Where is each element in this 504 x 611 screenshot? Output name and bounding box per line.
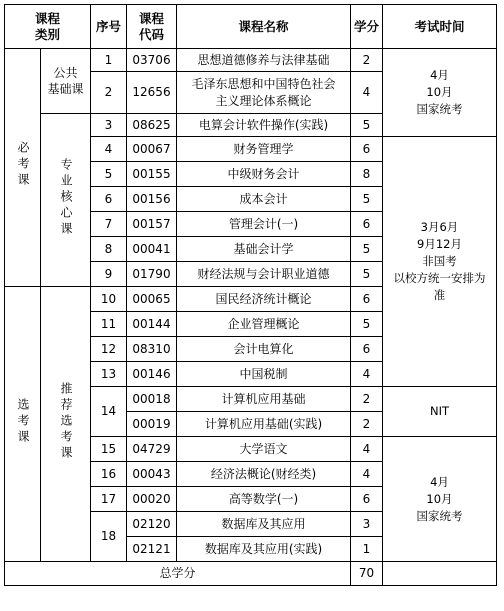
exam-d-line3: 国家统考: [416, 508, 463, 523]
cell-no: 5: [91, 162, 127, 187]
header-row: [5, 5, 497, 49]
header-index: 序号: [91, 5, 127, 49]
cell-code: 00144: [127, 312, 177, 337]
exam-b-line5: 准: [433, 288, 446, 302]
group-elective-label: 选考课: [16, 398, 30, 446]
exam-b-line1: 3月6月: [420, 220, 459, 234]
cell-code: 00020: [127, 487, 177, 512]
cell-code: 08625: [127, 114, 177, 137]
cell-name: 电算会计软件操作(实践): [177, 114, 351, 137]
cell-code: 00156: [127, 187, 177, 212]
cell-credit: 5: [351, 114, 383, 137]
cell-credit: 2: [351, 387, 383, 412]
cell-name: 基础会计学: [177, 237, 351, 262]
cell-no: 3: [91, 114, 127, 137]
group-recommended: [41, 287, 91, 562]
group-core: [41, 114, 91, 287]
cell-name-wrapped: 毛泽东思想和中国特色社会主义理论体系概论: [191, 76, 336, 108]
cell-name: [177, 72, 351, 114]
header-code: [127, 5, 177, 49]
cell-name: 成本会计: [177, 187, 351, 212]
group-recommended-label: 推荐选考课: [59, 382, 73, 462]
total-row: [5, 562, 497, 586]
cell-no: 17: [91, 487, 127, 512]
group-public: [41, 49, 91, 114]
group-required: [5, 49, 41, 287]
group-required-label: 必考课: [16, 141, 30, 189]
cell-credit: 5: [351, 312, 383, 337]
cell-credit: 6: [351, 212, 383, 237]
cell-credit: 5: [351, 262, 383, 287]
header-exam-time: 考试时间: [383, 5, 497, 49]
cell-name: 财务管理学: [177, 137, 351, 162]
exam-a-line3: 国家统考: [416, 102, 463, 116]
cell-code: 08310: [127, 337, 177, 362]
cell-code: 01790: [127, 262, 177, 287]
cell-code: 00067: [127, 137, 177, 162]
table-row: [5, 49, 497, 72]
group-public-line1: 公共: [53, 66, 78, 80]
cell-no: 1: [91, 49, 127, 72]
cell-code: 02120: [127, 512, 177, 537]
header-category-line2: 类别: [34, 26, 60, 42]
cell-credit: 6: [351, 337, 383, 362]
exam-d-line1: 4月: [430, 474, 449, 489]
header-category-line1: 课程: [34, 10, 60, 26]
cell-name: 思想道德修养与法律基础: [177, 49, 351, 72]
group-core-label: 专业核心课: [59, 158, 73, 238]
cell-name: 计算机应用基础: [177, 387, 351, 412]
exam-time-nit: NIT: [383, 387, 497, 437]
cell-name: 中国税制: [177, 362, 351, 387]
cell-no: 16: [91, 462, 127, 487]
cell-name: 会计电算化: [177, 337, 351, 362]
cell-no: 8: [91, 237, 127, 262]
exam-a-line2: 10月: [426, 85, 453, 99]
cell-code: 00019: [127, 412, 177, 437]
cell-name: 数据库及其应用(实践): [177, 537, 351, 562]
cell-credit: 1: [351, 537, 383, 562]
cell-code: 00157: [127, 212, 177, 237]
cell-code: 00018: [127, 387, 177, 412]
cell-credit: 4: [351, 72, 383, 114]
cell-name: 企业管理概论: [177, 312, 351, 337]
cell-name: 数据库及其应用: [177, 512, 351, 537]
cell-credit: 8: [351, 162, 383, 187]
total-exam-empty: [383, 562, 497, 586]
group-elective: [5, 287, 41, 562]
cell-credit: 4: [351, 462, 383, 487]
group-public-line2: 基础课: [47, 82, 84, 96]
cell-code: 04729: [127, 437, 177, 462]
cell-code: 03706: [127, 49, 177, 72]
cell-name: 管理会计(一): [177, 212, 351, 237]
cell-no: 12: [91, 337, 127, 362]
cell-name: 中级财务会计: [177, 162, 351, 187]
cell-name: 经济法概论(财经类): [177, 462, 351, 487]
cell-no: 2: [91, 72, 127, 114]
header-code-line2: 代码: [138, 26, 164, 42]
cell-credit: 4: [351, 362, 383, 387]
cell-code: 12656: [127, 72, 177, 114]
cell-name: 高等数学(一): [177, 487, 351, 512]
cell-code: 00065: [127, 287, 177, 312]
cell-no: 11: [91, 312, 127, 337]
exam-time-school: [383, 137, 497, 387]
cell-no: 7: [91, 212, 127, 237]
exam-d-line2: 10月: [426, 491, 453, 506]
cell-code: 00146: [127, 362, 177, 387]
cell-credit: 2: [351, 49, 383, 72]
cell-name: 财经法规与会计职业道德: [177, 262, 351, 287]
cell-credit: 6: [351, 287, 383, 312]
cell-no: 9: [91, 262, 127, 287]
cell-name: 计算机应用基础(实践): [177, 412, 351, 437]
cell-no: 14: [91, 387, 127, 437]
cell-no: 18: [91, 512, 127, 562]
cell-credit: 5: [351, 187, 383, 212]
cell-credit: 3: [351, 512, 383, 537]
cell-code: 00043: [127, 462, 177, 487]
total-label: 总学分: [5, 562, 351, 586]
header-credit: 学分: [351, 5, 383, 49]
cell-name: 大学语文: [177, 437, 351, 462]
header-category: [5, 5, 91, 49]
cell-no: 15: [91, 437, 127, 462]
cell-code: 00155: [127, 162, 177, 187]
total-value: 70: [351, 562, 383, 586]
cell-credit: 6: [351, 487, 383, 512]
exam-time-national-1: [383, 49, 497, 137]
cell-credit: 5: [351, 237, 383, 262]
exam-time-national-2: [383, 437, 497, 562]
cell-credit: 4: [351, 437, 383, 462]
exam-b-line4: 以校方统一安排为: [393, 271, 486, 285]
cell-credit: 2: [351, 412, 383, 437]
cell-no: 13: [91, 362, 127, 387]
course-table: [4, 4, 497, 586]
cell-code: 00041: [127, 237, 177, 262]
exam-b-line2: 9月12月: [417, 237, 462, 251]
exam-a-line1: 4月: [430, 68, 449, 82]
cell-no: 4: [91, 137, 127, 162]
header-name: 课程名称: [177, 5, 351, 49]
header-code-line1: 课程: [138, 10, 164, 26]
cell-no: 6: [91, 187, 127, 212]
exam-b-line3: 非国考: [422, 254, 457, 268]
cell-name: 国民经济统计概论: [177, 287, 351, 312]
cell-credit: 6: [351, 137, 383, 162]
cell-code: 02121: [127, 537, 177, 562]
cell-no: 10: [91, 287, 127, 312]
